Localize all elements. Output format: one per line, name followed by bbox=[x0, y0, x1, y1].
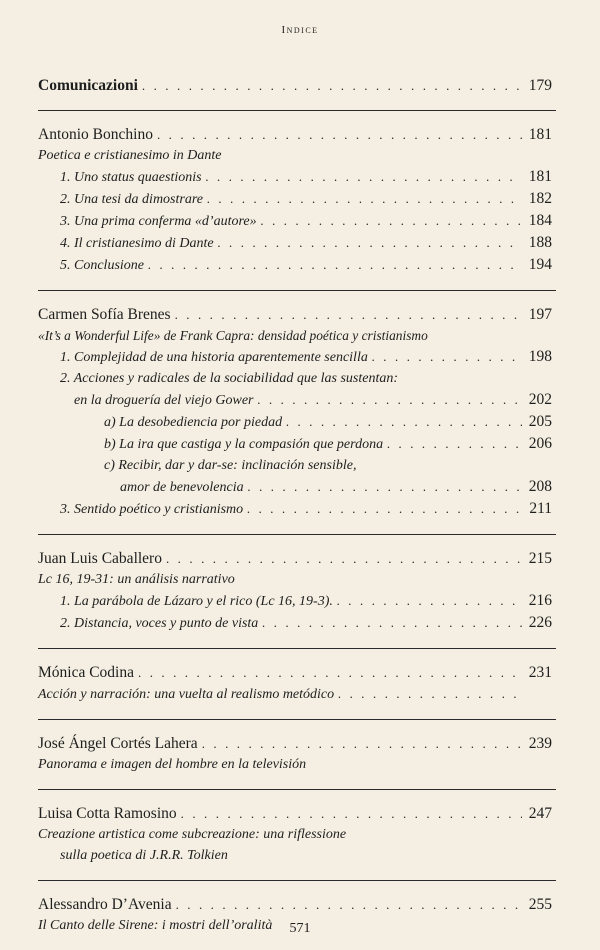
toc-entry bbox=[38, 498, 552, 520]
leader-dots bbox=[207, 188, 522, 209]
page-number: 205 bbox=[528, 413, 552, 430]
page-number: 206 bbox=[528, 435, 552, 452]
entry-label: amor de benevolencia bbox=[120, 480, 244, 495]
toc-entry bbox=[38, 433, 552, 455]
entry-label: 1. La parábola de Lázaro y el rico (Lc 16, 19-3). bbox=[60, 594, 333, 609]
leader-dots bbox=[202, 733, 522, 754]
page-folio: 571 bbox=[289, 921, 311, 936]
leader-dots bbox=[181, 803, 522, 824]
leader-dots bbox=[337, 590, 522, 611]
page-number: 226 bbox=[528, 614, 552, 631]
leader-dots bbox=[261, 210, 522, 231]
leader-dots bbox=[175, 304, 522, 325]
entry-label: b) La ira que castiga y la compasión que perdona bbox=[104, 437, 384, 452]
leader-dots bbox=[218, 232, 522, 253]
article-title: Panorama e imagen del hombre en la televisión bbox=[38, 757, 307, 772]
page-number: 239 bbox=[528, 735, 552, 752]
table-of-contents bbox=[38, 75, 552, 950]
author-row bbox=[38, 124, 552, 145]
page-number: 208 bbox=[528, 478, 552, 495]
article-title: Acción y narración: una vuelta al realismo metódico bbox=[38, 687, 335, 702]
toc-entry bbox=[38, 166, 552, 188]
toc-section-cortes bbox=[38, 720, 552, 789]
toc-entry bbox=[38, 232, 552, 254]
page-number: 181 bbox=[528, 168, 552, 185]
toc-entry bbox=[38, 612, 552, 634]
page-number: 211 bbox=[529, 500, 552, 517]
author-row bbox=[38, 304, 552, 325]
leader-dots bbox=[176, 894, 522, 915]
page-number: 231 bbox=[528, 664, 552, 681]
author-row bbox=[38, 548, 552, 569]
toc-section-davenia bbox=[38, 881, 552, 950]
article-title: Creazione artistica come subcreazione: una riflessione bbox=[38, 827, 347, 842]
toc-entry: 2. Acciones y radicales de la sociabilidad que las sustentan: bbox=[60, 371, 399, 386]
page-number: 216 bbox=[528, 592, 552, 609]
author-name: Juan Luis Caballero bbox=[38, 550, 162, 567]
author-name: José Ángel Cortés Lahera bbox=[38, 735, 198, 752]
page-number: 247 bbox=[528, 805, 552, 822]
leader-dots bbox=[142, 75, 522, 96]
running-head: Indice bbox=[281, 24, 319, 36]
page-number: 194 bbox=[528, 256, 552, 273]
page-number: 255 bbox=[528, 896, 552, 913]
author-name: Antonio Bonchino bbox=[38, 126, 153, 143]
page-number: 215 bbox=[528, 550, 552, 567]
page-number: 198 bbox=[528, 348, 552, 365]
toc-entry bbox=[38, 346, 552, 368]
toc-section-caballero bbox=[38, 535, 552, 648]
entry-label: 1. Complejidad de una historia aparentemente sencilla bbox=[60, 350, 368, 365]
author-row bbox=[38, 662, 552, 683]
leader-dots bbox=[387, 433, 522, 454]
entry-label: 2. Distancia, voces y punto de vista bbox=[60, 616, 259, 631]
toc-section-comunicazioni bbox=[38, 75, 552, 110]
article-title: «It’s a Wonderful Life» de Frank Capra: densidad poética y cristianismo bbox=[38, 328, 428, 343]
author-name: Mónica Codina bbox=[38, 664, 134, 681]
page-number: 197 bbox=[528, 306, 552, 323]
entry-label: 2. Una tesi da dimostrare bbox=[60, 192, 203, 207]
toc-entry bbox=[38, 188, 552, 210]
toc-entry: c) Recibir, dar y dar-se: inclinación sensible, bbox=[104, 458, 357, 473]
author-name: Luisa Cotta Ramosino bbox=[38, 805, 177, 822]
page-number: 179 bbox=[528, 77, 552, 94]
entry-label: 4. Il cristianesimo di Dante bbox=[60, 236, 214, 251]
entry-label: en la droguería del viejo Gower bbox=[74, 393, 254, 408]
toc-section-codina bbox=[38, 649, 552, 719]
toc-entry bbox=[38, 590, 552, 612]
page-number: 184 bbox=[528, 212, 552, 229]
leader-dots bbox=[138, 662, 522, 683]
page-number: 202 bbox=[528, 391, 552, 408]
toc-entry bbox=[38, 476, 552, 498]
leader-dots bbox=[166, 548, 522, 569]
author-row bbox=[38, 803, 552, 824]
toc-section-brenes bbox=[38, 291, 552, 534]
leader-dots bbox=[206, 166, 522, 187]
leader-dots bbox=[338, 683, 522, 704]
article-title: Poetica e cristianesimo in Dante bbox=[38, 148, 222, 163]
leader-dots bbox=[262, 612, 522, 633]
leader-dots bbox=[247, 498, 522, 519]
toc-entry bbox=[38, 210, 552, 232]
entry-label: a) La desobediencia por piedad bbox=[104, 415, 283, 430]
toc-entry bbox=[38, 254, 552, 276]
toc-section-cotta bbox=[38, 790, 552, 880]
article-title: Il Canto delle Sirene: i mostri dell’oralità bbox=[38, 918, 273, 933]
article-title: Lc 16, 19-31: un análisis narrativo bbox=[38, 572, 235, 587]
toc-entry bbox=[38, 411, 552, 433]
entry-label: 1. Uno status quaestionis bbox=[60, 170, 202, 185]
author-row bbox=[38, 894, 552, 915]
article-title-continued: sulla poetica di J.R.R. Tolkien bbox=[60, 848, 228, 863]
entry-label: 5. Conclusione bbox=[60, 258, 144, 273]
page-number: 182 bbox=[528, 190, 552, 207]
entry-label: 3. Una prima conferma «d’autore» bbox=[60, 214, 257, 229]
leader-dots bbox=[372, 346, 522, 367]
author-name: Alessandro D’Avenia bbox=[38, 896, 172, 913]
toc-entry bbox=[38, 389, 552, 411]
leader-dots bbox=[157, 124, 522, 145]
leader-dots bbox=[148, 254, 522, 275]
page-number: 188 bbox=[528, 234, 552, 251]
section-heading: Comunicazioni bbox=[38, 77, 138, 94]
article-title-row bbox=[38, 683, 552, 705]
entry-label: 3. Sentido poético y cristianismo bbox=[60, 502, 244, 517]
author-name: Carmen Sofía Brenes bbox=[38, 306, 171, 323]
toc-section-bonchino bbox=[38, 111, 552, 290]
leader-dots bbox=[286, 411, 522, 432]
page-number: 181 bbox=[528, 126, 552, 143]
leader-dots bbox=[258, 389, 522, 410]
author-row bbox=[38, 733, 552, 754]
leader-dots bbox=[248, 476, 522, 497]
toc-heading-row bbox=[38, 75, 552, 96]
